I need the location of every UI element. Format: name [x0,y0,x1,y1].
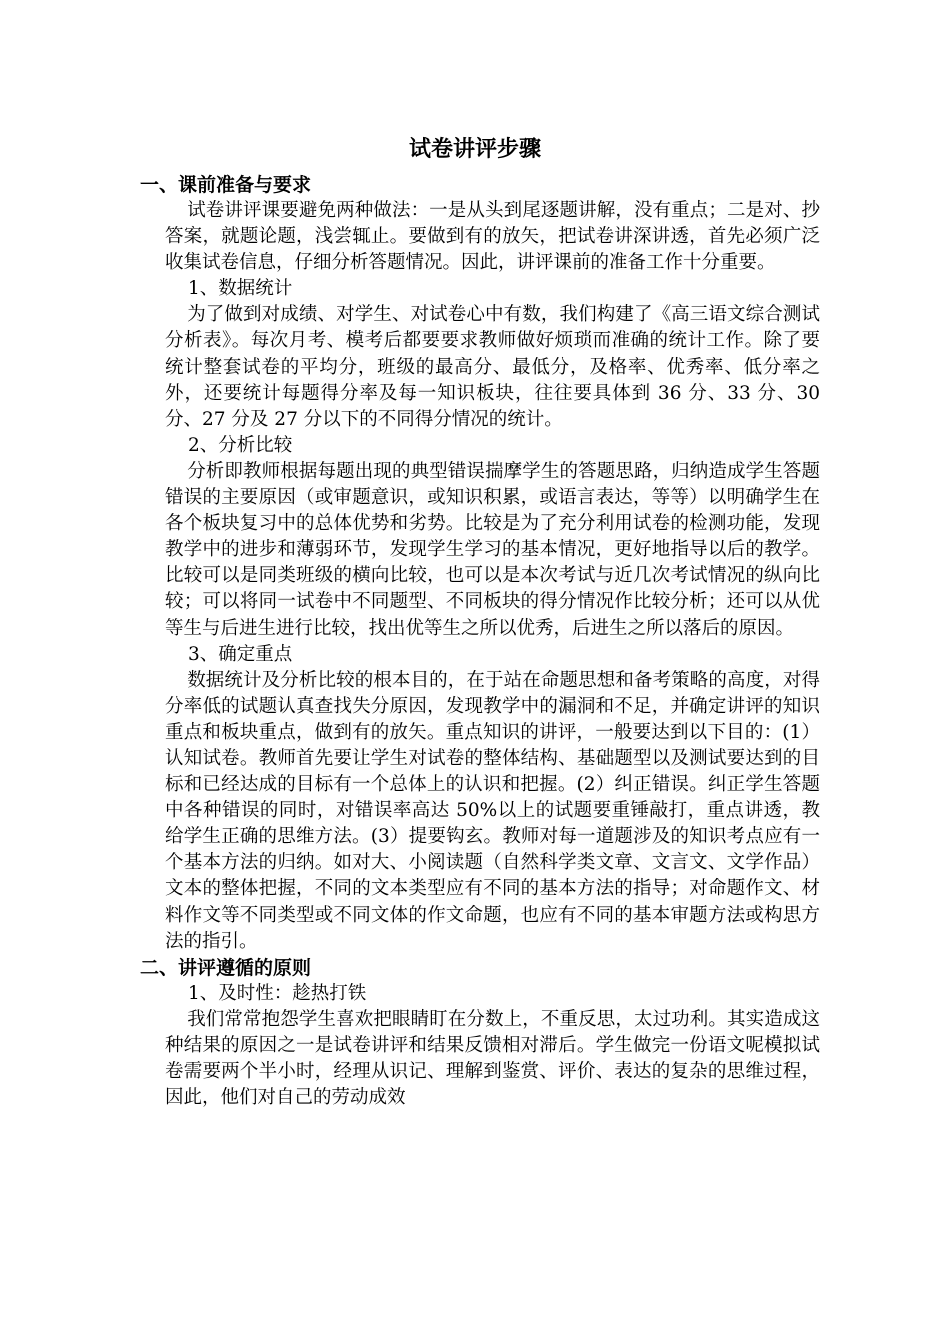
subheading: 3、确定重点 [188,643,293,665]
section-heading-2: 二、讲评遵循的原则 [140,956,312,979]
paragraph: 试卷讲评课要避免两种做法：一是从头到尾逐题讲解，没有重点；二是对、抄答案，就题论题，浅尝辄止。要做到有的放矢，把试卷讲深讲透，首先必须广泛收集试卷信息，仔细分析答题情况。因此，讲评课前的准备工作十分重要。 [165,200,820,274]
subheading: 2、分析比较 [188,434,293,456]
subheading: 1、及时性：趁热打铁 [188,982,367,1004]
subheading: 1、数据统计 [188,278,293,300]
section-heading-1: 一、课前准备与要求 [140,174,312,196]
paragraph: 分析即教师根据每题出现的典型错误揣摩学生的答题思路，归纳造成学生答题错误的主要原因（或审题意识，或知识积累，或语言表达，等等）以明确学生在各个板块复习中的总体优势和劣势。比较是为了充分利用试卷的检测功能，发现教学中的进步和薄弱环节，发现学生学习的基本情况，更好地指导以后的教学。比较可以是同类班级的横向比较，也可以是本次考试与近几次考试情况的纵向比较；可以将同一试卷中不同题型、不同板块的得分情况作比较分析；还可以从优等生与后进生进行比较，找出优等生之所以优秀，后进生之所以落后的原因。 [165,460,820,639]
section-1-body [165,198,820,955]
document-body [140,172,820,1111]
paragraph: 为了做到对成绩、对学生、对试卷心中有数，我们构建了《高三语文综合测试分析表》。每次月考、模考后都要要求教师做好烦琐而准确的统计工作。除了要统计整套试卷的平均分，班级的最高分、最低分，及格率、优秀率、低分率之外，还要统计每题得分率及每一知识板块，往往要具体到 36 分、33 分、30 分、27 分及 27 分以下的不同得分情况的统计。 [165,304,820,430]
document-title: 试卷讲评步骤 [408,137,541,162]
paragraph: 数据统计及分析比较的根本目的，在于站在命题思想和备考策略的高度，对得分率低的试题认真查找失分原因，发现教学中的漏洞和不足，并确定讲评的知识重点和板块重点，做到有的放矢。重点知识的讲评，一般要达到以下目的：(1）认知试卷。教师首先要让学生对试卷的整体结构、基础题型以及测试要达到的目标和已经达成的目标有一个总体上的认识和把握。(2）纠正错误。纠正学生答题中各种错误的同时，对错误率高达 50%以上的试题要重锤敲打，重点讲透，教给学生正确的思维方法。(3）提要钩玄。教师对每一道题涉及的知识考点应有一个基本方法的归纳。如对大、小阅读题（自然科学类文章、文言文、文学作品）文本的整体把握，不同的文本类型应有不同的基本方法的指导；对命题作文、材料作文等不同类型或不同文体的作文命题，也应有不同的基本审题方法或构思方法的指引。 [165,669,820,952]
section-2-body [165,981,820,1111]
paragraph: 我们常常抱怨学生喜欢把眼睛盯在分数上，不重反思，太过功利。其实造成这种结果的原因之一是试卷讲评和结果反馈相对滞后。学生做完一份语文呢模拟试卷需要两个半小时，经理从识记、理解到鉴赏、评价、表达的复杂的思维过程，因此，他们对自己的劳动成效 [165,1008,820,1109]
